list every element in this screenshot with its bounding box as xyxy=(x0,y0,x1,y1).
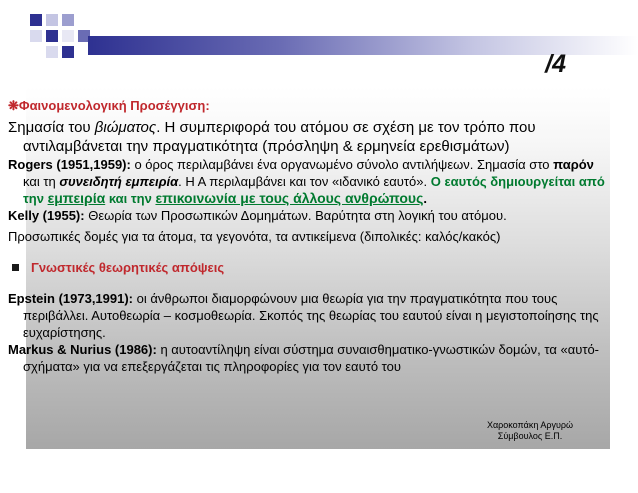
header-decoration xyxy=(0,0,638,70)
author-ref: Epstein (1973,1991): xyxy=(8,291,134,306)
text: . Η συμπεριφορά του ατόμου σε σχέση με τον τρόπο που αντιλαμβάνεται την πραγματικότητα (πρόσληψη & ερμηνεία ερεθισμάτων) xyxy=(23,119,536,155)
paragraph-personal-structures: Προσωπικές δομές για τα άτομα, τα γεγονότα, τα αντικείμενα (διπολικές: καλός/κακός) xyxy=(8,229,501,244)
deco-square xyxy=(46,46,58,58)
square-bullet-icon xyxy=(12,264,19,271)
deco-square xyxy=(30,14,42,26)
author-role: Σύμβουλος Ε.Π. xyxy=(497,431,563,441)
deco-square xyxy=(30,30,42,42)
section-heading-phenomenology: ❋Φαινομενολογική Προσέγγιση: xyxy=(8,98,210,113)
deco-square xyxy=(46,14,58,26)
text: Θεωρία των Προσωπικών Δομημάτων. Βαρύτητα στη λογική του ατόμου. xyxy=(84,208,507,223)
author-name: Χαροκοπάκη Αργυρώ xyxy=(486,420,574,430)
text: . xyxy=(423,191,427,206)
text-italic: βιώματος xyxy=(94,119,157,136)
paragraph-epstein xyxy=(8,290,613,341)
deco-square xyxy=(62,30,74,42)
slide-number: /4 xyxy=(545,50,566,78)
author-ref: Markus & Nurius (1986): xyxy=(8,342,157,357)
heading-text: Γνωστικές θεωρητικές απόψεις xyxy=(31,260,225,275)
slide-body xyxy=(8,97,613,375)
paragraph-experience xyxy=(8,118,613,156)
section-heading-cognitive xyxy=(8,259,613,276)
paragraph-rogers xyxy=(8,156,613,207)
text-bold-italic: συνειδητή εμπειρία xyxy=(59,174,179,189)
text: ο όρος περιλαμβάνει ένα οργανωμένο σύνολο αντιλήψεων. Σημασία στο xyxy=(130,157,554,172)
text: η αυτοαντίληψη είναι σύστημα συναισθηματικο-γνωστικών δομών, τα «αυτό-σχήματα» για να επεξεργάζεται τις πληροφορίες για τον εαυτό του xyxy=(23,342,600,374)
author-ref: Kelly (1955): xyxy=(8,208,85,223)
text-bold: παρόν xyxy=(553,157,594,172)
deco-square xyxy=(62,46,74,58)
text-green-underlined: εμπειρία xyxy=(47,190,106,206)
text-green-underlined: επικοινωνία με τους άλλους ανθρώπους xyxy=(155,190,424,206)
deco-square xyxy=(62,14,74,26)
paragraph-markus-nurius xyxy=(8,341,613,375)
author-ref: Rogers (1951,1959): xyxy=(8,157,131,172)
text: οι άνθρωποι διαμορφώνουν μια θεωρία για την πραγματικότητα που τους περιβάλλει. Αυτοθεωρία – κοσμοθεωρία. Σκοπός της θεωρίας του εαυτού είναι η μεγιστοποίησης της ευχαρίστησης. xyxy=(23,291,599,340)
deco-square xyxy=(46,30,58,42)
paragraph-kelly xyxy=(8,207,613,224)
author-credit xyxy=(465,420,595,442)
text: Σημασία του xyxy=(8,119,95,136)
text: . Η Α περιλαμβάνει και τον «ιδανικό εαυτό». xyxy=(178,174,431,189)
text: και τη xyxy=(23,174,60,189)
text-green: και την xyxy=(105,191,156,206)
text-green: Ο εαυτός δημιουργείται από την xyxy=(23,174,605,206)
